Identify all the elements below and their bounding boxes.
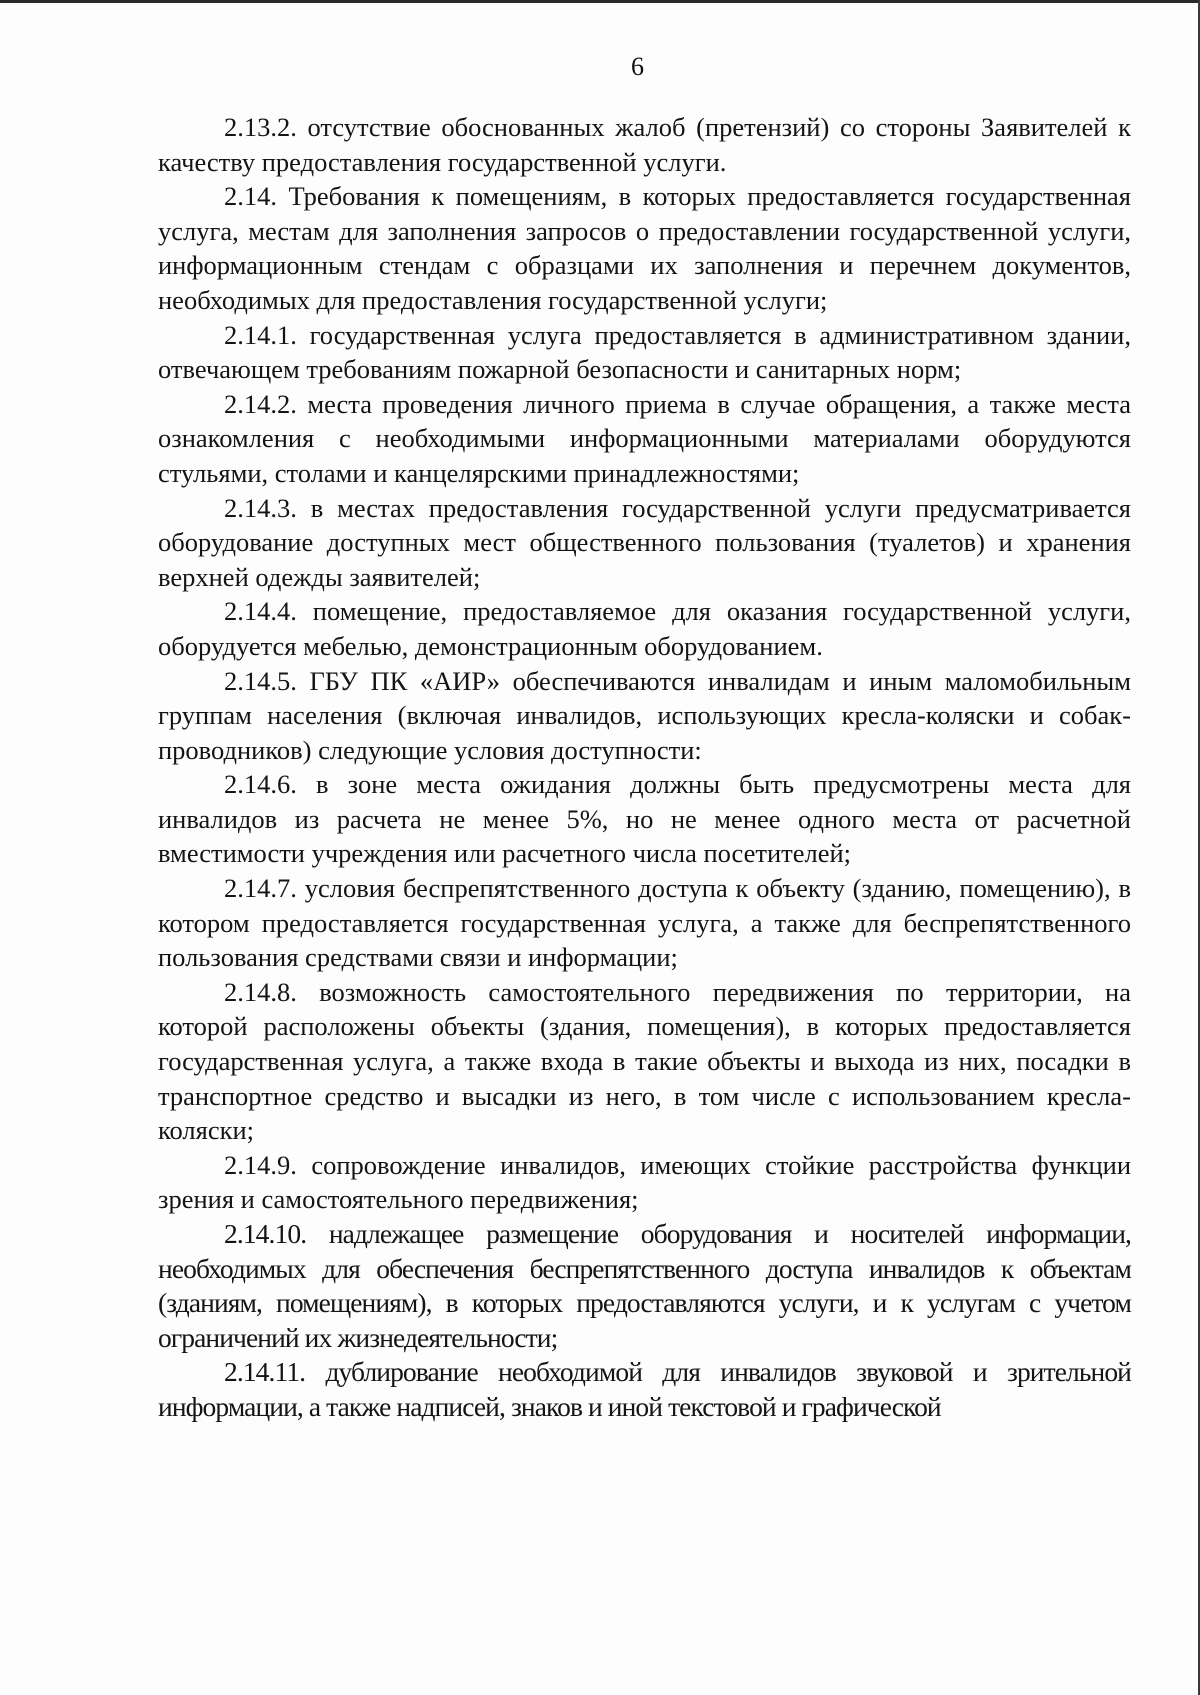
paragraph-2-14-7: 2.14.7. условия беспрепятственного доступа к объекту (зданию, помещению), в котором предоставляется государственная услуга, а также для беспрепятственного пользования средствами связи и информации; bbox=[158, 873, 1131, 973]
paragraph-2-14-10: 2.14.10. надлежащее размещение оборудования и носителей информации, необходимых для обеспечения беспрепятственного доступа инвалидов к объектам (зданиям, помещениям), в которых предоставляются услуги, и к услугам с учетом ограничений их жизнедеятельности; bbox=[158, 1218, 1131, 1353]
paragraph-2-13-2: 2.13.2. отсутствие обоснованных жалоб (претензий) со стороны Заявителей к качеству предоставления государственной услуги. bbox=[158, 112, 1131, 177]
paragraph-2-14: 2.14. Требования к помещениям, в которых предоставляется государственная услуга, местам для заполнения запросов о предоставлении государственной услуги, информационным стендам с образцами их заполнения и перечнем документов, необходимых для предоставления государственной услуги; bbox=[158, 181, 1131, 315]
scan-edge-top bbox=[0, 0, 1200, 3]
paragraph-2-14-1: 2.14.1. государственная услуга предоставляется в административном здании, отвечающем требованиям пожарной безопасности и санитарных норм; bbox=[158, 319, 1131, 385]
document-body bbox=[158, 110, 1131, 1425]
paragraph-2-14-5: 2.14.5. ГБУ ПК «АИР» обеспечиваются инвалидам и иным маломобильным группам населения (включая инвалидов, использующих кресла-коляски и собак-проводников) следующие условия доступности: bbox=[158, 665, 1131, 765]
paragraph-2-14-4: 2.14.4. помещение, предоставляемое для оказания государственной услуги, оборудуется мебелью, демонстрационным оборудованием. bbox=[158, 596, 1131, 661]
paragraph-2-14-2: 2.14.2. места проведения личного приема в случае обращения, а также места ознакомления с необходимыми информационными материалами оборудуются стульями, столами и канцелярскими принадлежностями; bbox=[158, 388, 1131, 488]
paragraph-2-14-6: 2.14.6. в зоне места ожидания должны быть предусмотрены места для инвалидов из расчета не менее 5%, но не менее одного места от расчетной вместимости учреждения или расчетного числа посетителей; bbox=[158, 769, 1131, 869]
paragraph-2-14-9: 2.14.9. сопровождение инвалидов, имеющих стойкие расстройства функции зрения и самостоятельного передвижения; bbox=[158, 1149, 1131, 1215]
paragraph-2-14-11: 2.14.11. дублирование необходимой для инвалидов звуковой и зрительной информации, а также надписей, знаков и иной текстовой и графической bbox=[158, 1356, 1131, 1422]
paragraph-2-14-8: 2.14.8. возможность самостоятельного передвижения по территории, на которой расположены объекты (здания, помещения), в которых предоставляется государственная услуга, а также входа в такие объекты и выхода из них, посадки в транспортное средство и высадки из него, в том числе с использованием кресла-коляски; bbox=[158, 976, 1131, 1146]
paragraph-2-14-3: 2.14.3. в местах предоставления государственной услуги предусматривается оборудование доступных мест общественного пользования (туалетов) и хранения верхней одежды заявителей; bbox=[158, 492, 1131, 592]
page-number: 6 bbox=[631, 52, 644, 81]
